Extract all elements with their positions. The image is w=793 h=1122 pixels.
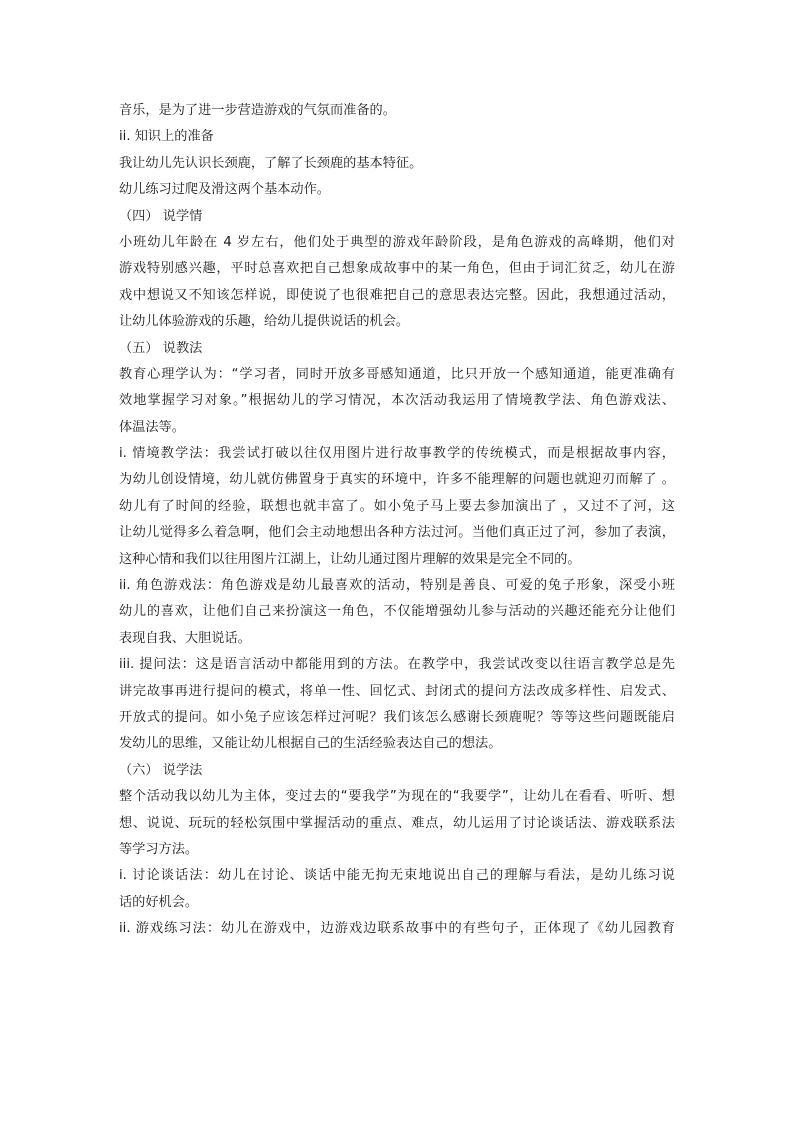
text-line: ii. 知识上的准备 [119,129,214,145]
text-line: ii. 角色游戏法：角色游戏是幼儿最喜欢的活动，特别是善良、可爱的兔子形象，深受小班 [119,578,675,594]
text-line: 为幼儿创设情境，幼儿就仿佛置身于真实的环境中，许多不能理解的问题也就迎刃而解了 。 [119,472,675,488]
text-line: （五） 说教法 [119,340,203,356]
text-line: 教育心理学认为：“学习者，同时开放多哥感知通道，比只开放一个感知通道，能更准确有 [119,366,675,382]
text-line: 效地掌握学习对象。”根据幼儿的学习情况，本次活动我运用了情境教学法、角色游戏法、 [119,393,675,409]
text-line: 表现自我、大胆说话。 [119,630,251,646]
text-line: 等学习方法。 [119,841,199,857]
text-line: 戏中想说又不知该怎样说，即使说了也很难把自己的意思表达完整。因此，我想通过活动， [119,287,675,303]
text-line: 让幼儿体验游戏的乐趣，给幼儿提供说话的机会。 [119,314,410,330]
document-body [119,98,675,943]
text-line: 体温法等。 [119,419,185,435]
text-line: 讲完故事再进行提问的模式，将单一性、回忆式、封闭式的提问方法改成多样性、启发式、 [119,683,675,699]
text-line: i. 讨论谈话法：幼儿在讨论、谈话中能无拘无束地说出自己的理解与看法，是幼儿练习说 [119,868,675,884]
text-line: 小班幼儿年龄在 4 岁左右，他们处于典型的游戏年龄阶段，是角色游戏的高峰期，他们对 [119,234,675,250]
text-line: 幼儿的喜欢，让他们自己来扮演这一角色，不仅能增强幼儿参与活动的兴趣还能充分让他们 [119,604,675,620]
text-line: 幼儿练习过爬及滑这两个基本动作。 [119,182,330,198]
text-line: i. 情境教学法：我尝试打破以往仅用图片进行故事教学的传统模式，而是根据故事内容， [119,446,675,462]
text-line: 我让幼儿先认识长颈鹿，了解了长颈鹿的基本特征。 [119,155,423,171]
text-line: 让幼儿觉得多么着急啊，他们会主动地想出各种方法过河。当他们真正过了河，参加了表演， [119,525,675,541]
text-line: 幼儿有了时间的经验，联想也就丰富了。如小兔子马上要去参加演出了 ，又过不了河，这 [119,498,675,514]
text-line: （六） 说学法 [119,762,203,778]
text-line: 这种心情和我们以往用图片江湖上，让幼儿通过图片理解的效果是完全不同的。 [119,551,581,567]
text-line: 发幼儿的思维，又能让幼儿根据自己的生活经验表达自己的想法。 [119,736,502,752]
text-line: 开放式的提问。如小兔子应该怎样过河呢？我们该怎么感谢长颈鹿呢？等等这些问题既能启 [119,709,675,725]
text-line: iii. 提问法：这是语言活动中都能用到的方法。在教学中，我尝试改变以往语言教学总是先 [119,657,675,673]
text-line: ii. 游戏练习法：幼儿在游戏中，边游戏边联系故事中的有些句子，正体现了《幼儿园教育 [119,921,675,937]
text-line: （四） 说学情 [119,208,203,224]
text-line: 音乐，是为了进一步营造游戏的气氛而准备的。 [119,103,396,118]
text-line: 想、说说、玩玩的轻松氛围中掌握活动的重点、难点，幼儿运用了讨论谈话法、游戏联系法 [119,815,675,831]
text-line: 话的好机会。 [119,894,199,910]
text-line: 整个活动我以幼儿为主体，变过去的“要我学”为现在的“我要学”，让幼儿在看看、听听、想 [119,789,675,805]
text-line: 游戏特别感兴趣，平时总喜欢把自己想象成故事中的某一角色，但由于词汇贫乏，幼儿在游 [119,261,675,277]
